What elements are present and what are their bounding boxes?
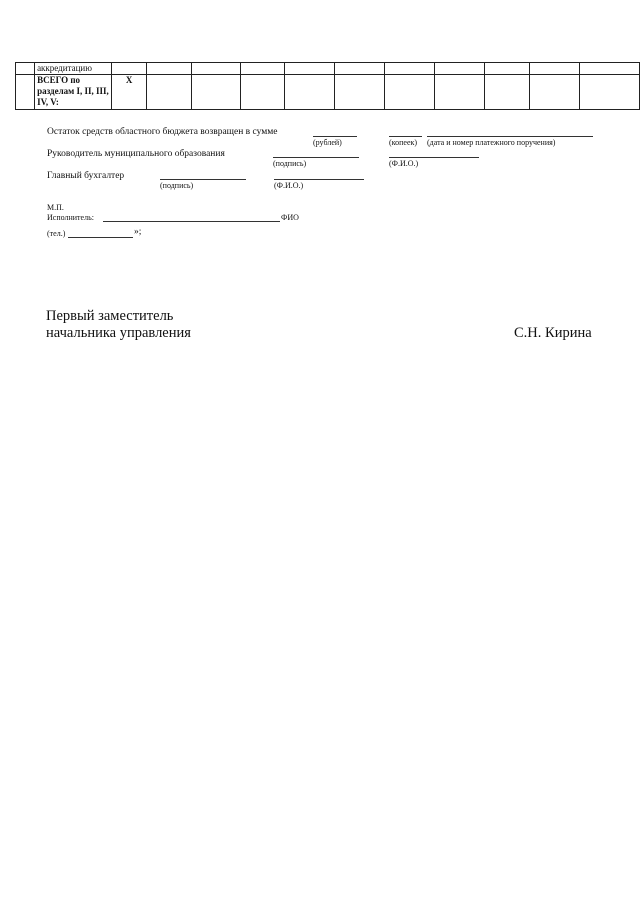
table-cell bbox=[335, 75, 385, 110]
table-cell bbox=[385, 75, 435, 110]
rubles-caption: (рублей) bbox=[313, 138, 342, 147]
remainder-label: Остаток средств областного бюджета возвращен в сумме bbox=[47, 127, 278, 137]
table-cell bbox=[485, 75, 529, 110]
kopecks-caption: (копеек) bbox=[389, 138, 418, 147]
table-cell bbox=[285, 75, 335, 110]
payment-order-caption: (дата и номер платежного поручения) bbox=[427, 138, 556, 147]
signatory-name: С.Н. Кирина bbox=[514, 325, 592, 341]
table-cell bbox=[285, 63, 335, 75]
stamp-label: М.П. bbox=[47, 203, 64, 212]
table-cell bbox=[335, 63, 385, 75]
table-cell bbox=[191, 75, 240, 110]
table-cell bbox=[529, 75, 579, 110]
accountant-signature-caption: (подпись) bbox=[160, 181, 194, 190]
accountant-label: Главный бухгалтер bbox=[47, 171, 125, 181]
table-cell bbox=[111, 63, 146, 75]
table-cell bbox=[579, 75, 639, 110]
table-row bbox=[16, 63, 640, 75]
table-cell bbox=[147, 75, 191, 110]
head-signature-field[interactable] bbox=[273, 157, 359, 158]
head-fio-field[interactable] bbox=[389, 157, 479, 158]
phone-closing-quote: »; bbox=[134, 227, 142, 237]
table-cell bbox=[147, 63, 191, 75]
head-signature-caption: (подпись) bbox=[273, 159, 307, 168]
table-cell bbox=[240, 63, 284, 75]
table-row-total bbox=[16, 75, 640, 110]
executor-label: Исполнитель: bbox=[47, 213, 94, 222]
head-label: Руководитель муниципального образования bbox=[47, 149, 225, 159]
executor-field[interactable] bbox=[103, 221, 280, 222]
position-line-2: начальника управления bbox=[46, 325, 191, 341]
table-cell bbox=[485, 63, 529, 75]
table-cell bbox=[16, 75, 35, 110]
row-label-accreditation: аккредитацию bbox=[35, 63, 112, 75]
accountant-fio-field[interactable] bbox=[274, 179, 364, 180]
phone-label: (тел.) bbox=[47, 229, 66, 238]
accountant-fio-caption: (Ф.И.О.) bbox=[274, 181, 304, 190]
table-cell bbox=[529, 63, 579, 75]
table-cell bbox=[435, 75, 485, 110]
table-cell bbox=[16, 63, 35, 75]
position-line-1: Первый заместитель bbox=[46, 308, 174, 324]
table-cell bbox=[435, 63, 485, 75]
head-fio-caption: (Ф.И.О.) bbox=[389, 159, 419, 168]
phone-field[interactable] bbox=[68, 237, 133, 238]
kopecks-field[interactable] bbox=[389, 136, 422, 137]
table-cell bbox=[385, 63, 435, 75]
total-mark: Х bbox=[111, 75, 146, 110]
executor-fio: ФИО bbox=[281, 213, 299, 222]
budget-table bbox=[15, 62, 640, 110]
table-cell bbox=[579, 63, 639, 75]
table-cell bbox=[240, 75, 284, 110]
accountant-signature-field[interactable] bbox=[160, 179, 246, 180]
row-label-total: ВСЕГО по разделам I, II, III, IV, V: bbox=[35, 75, 112, 110]
rubles-field[interactable] bbox=[313, 136, 357, 137]
table-cell bbox=[191, 63, 240, 75]
payment-order-field[interactable] bbox=[427, 136, 593, 137]
